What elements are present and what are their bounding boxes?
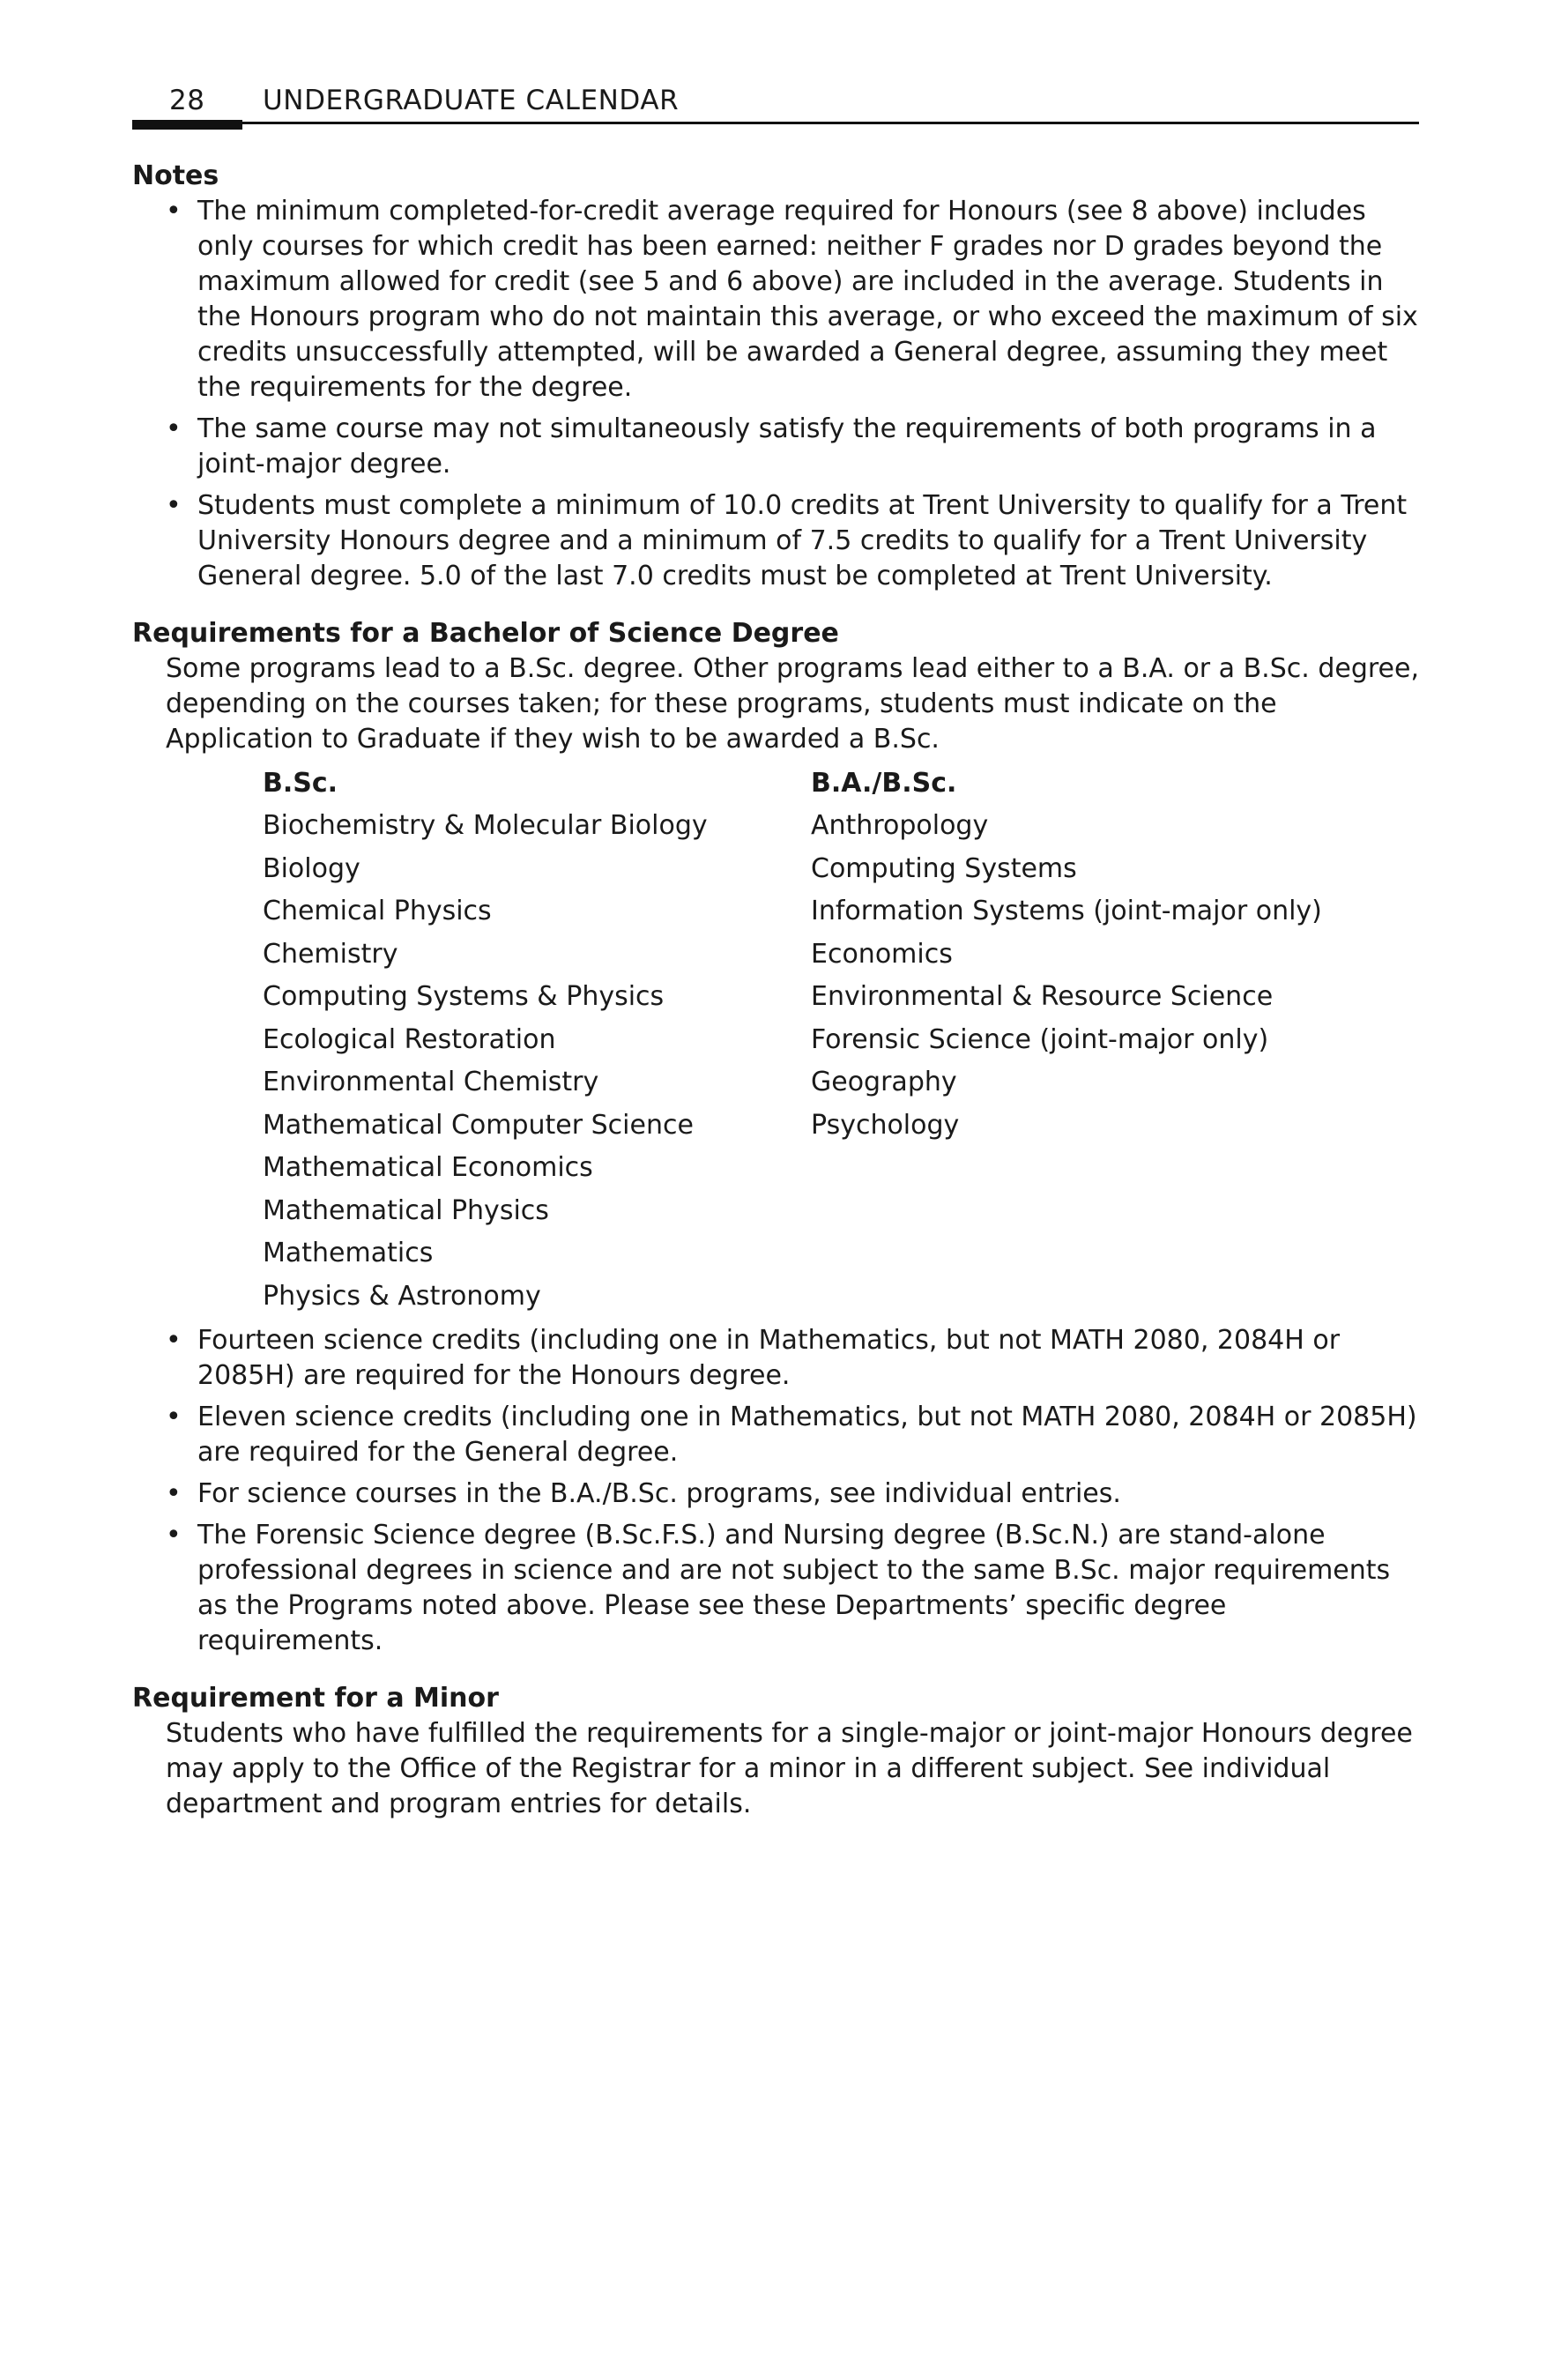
program-item: Mathematics xyxy=(263,1238,434,1268)
bullet-icon: • xyxy=(166,196,182,227)
program-item: Environmental & Resource Science xyxy=(811,981,1274,1012)
bullet-icon: • xyxy=(166,1478,182,1509)
program-columns xyxy=(132,762,1419,1318)
ba-bsc-column xyxy=(811,762,1322,1318)
bsc-intro: Some programs lead to a B.Sc. degree. Other programs lead either to a B.A. or a B.Sc. degree, depending on the courses taken; for these programs, students must indicate on the Application to Graduate if they wish to be awarded a B.Sc. xyxy=(166,653,1419,755)
page-number: 28 xyxy=(169,85,205,116)
program-item: Mathematical Computer Science xyxy=(263,1109,694,1141)
program-item: Mathematical Economics xyxy=(263,1152,593,1183)
program-item: Geography xyxy=(811,1067,957,1097)
note-text: The same course may not simultaneously satisfy the requirements of both programs in a joint-major degree. xyxy=(197,413,1377,480)
note-text: The minimum completed-for-credit average required for Honours (see 8 above) includes only courses for which credit has been earned: neither F grades nor D grades beyond the maximum allowed for credit (see 5 and 6 above) are included in the average. Students in the Honours program who do not maintain this average, or who exceed the maximum of six credits unsuccessfully attempted, will be awarded a General degree, assuming they meet the requirements for the degree. xyxy=(197,196,1418,403)
program-item: Ecological Restoration xyxy=(263,1023,556,1055)
program-item: Computing Systems xyxy=(811,852,1077,884)
running-title: UNDERGRADUATE CALENDAR xyxy=(263,85,680,116)
bsc-column xyxy=(263,762,811,1318)
ba-bsc-column-heading: B.A./B.Sc. xyxy=(811,768,957,799)
list-item xyxy=(132,194,1419,405)
program-item: Computing Systems & Physics xyxy=(263,981,665,1012)
page-content xyxy=(132,159,1419,1822)
program-item: Mathematical Physics xyxy=(263,1194,549,1226)
notes-heading: Notes xyxy=(132,160,219,191)
bsc-column-heading: B.Sc. xyxy=(263,768,338,799)
bullet-icon: • xyxy=(166,1325,182,1356)
program-item: Biochemistry & Molecular Biology xyxy=(263,810,708,841)
program-item: Physics & Astronomy xyxy=(263,1280,541,1312)
requirement-text: Eleven science credits (including one in Mathematics, but not MATH 2080, 2084H or 2085H) are required for the General degree. xyxy=(197,1402,1417,1468)
bsc-heading: Requirements for a Bachelor of Science Degree xyxy=(132,618,839,649)
bsc-requirements-list xyxy=(132,1323,1419,1659)
program-item: Economics xyxy=(811,938,953,970)
program-item: Psychology xyxy=(811,1109,960,1141)
program-item: Anthropology xyxy=(811,810,989,841)
list-item xyxy=(132,412,1419,482)
bullet-icon: • xyxy=(166,490,182,521)
program-item: Chemical Physics xyxy=(263,896,492,926)
requirement-text: The Forensic Science degree (B.Sc.F.S.) and Nursing degree (B.Sc.N.) are stand-alone professional degrees in science and are not subject to the same B.Sc. major requirements as the Programs noted above. Please see these Departments’ specific degree requirements. xyxy=(197,1520,1391,1656)
bullet-icon: • xyxy=(166,413,182,444)
requirement-text: For science courses in the B.A./B.Sc. programs, see individual entries. xyxy=(197,1478,1121,1509)
list-item xyxy=(132,1476,1419,1512)
page-header xyxy=(132,81,1419,134)
header-rule xyxy=(132,122,1419,124)
minor-heading: Requirement for a Minor xyxy=(132,1683,499,1714)
list-item xyxy=(132,488,1419,594)
requirement-text: Fourteen science credits (including one in Mathematics, but not MATH 2080, 2084H or 2085H) are required for the Honours degree. xyxy=(197,1325,1341,1391)
program-item: Biology xyxy=(263,852,360,884)
notes-list xyxy=(132,194,1419,594)
list-item xyxy=(132,1400,1419,1470)
header-bar xyxy=(132,120,242,130)
program-item: Environmental Chemistry xyxy=(263,1067,599,1097)
program-item: Information Systems (joint-major only) xyxy=(811,896,1322,926)
bullet-icon: • xyxy=(166,1402,182,1432)
note-text: Students must complete a minimum of 10.0 credits at Trent University to qualify for a Trent University Honours degree and a minimum of 7.5 credits to qualify for a Trent University General degree. 5.0 of the last 7.0 credits must be completed at Trent University. xyxy=(197,490,1408,591)
minor-text: Students who have fulfilled the requirements for a single-major or joint-major Honours degree may apply to the Office of the Registrar for a minor in a different subject. See individual department and program entries for details. xyxy=(166,1718,1413,1819)
bullet-icon: • xyxy=(166,1520,182,1551)
program-item: Forensic Science (joint-major only) xyxy=(811,1023,1269,1055)
program-item: Chemistry xyxy=(263,938,398,970)
list-item xyxy=(132,1323,1419,1394)
list-item xyxy=(132,1518,1419,1659)
